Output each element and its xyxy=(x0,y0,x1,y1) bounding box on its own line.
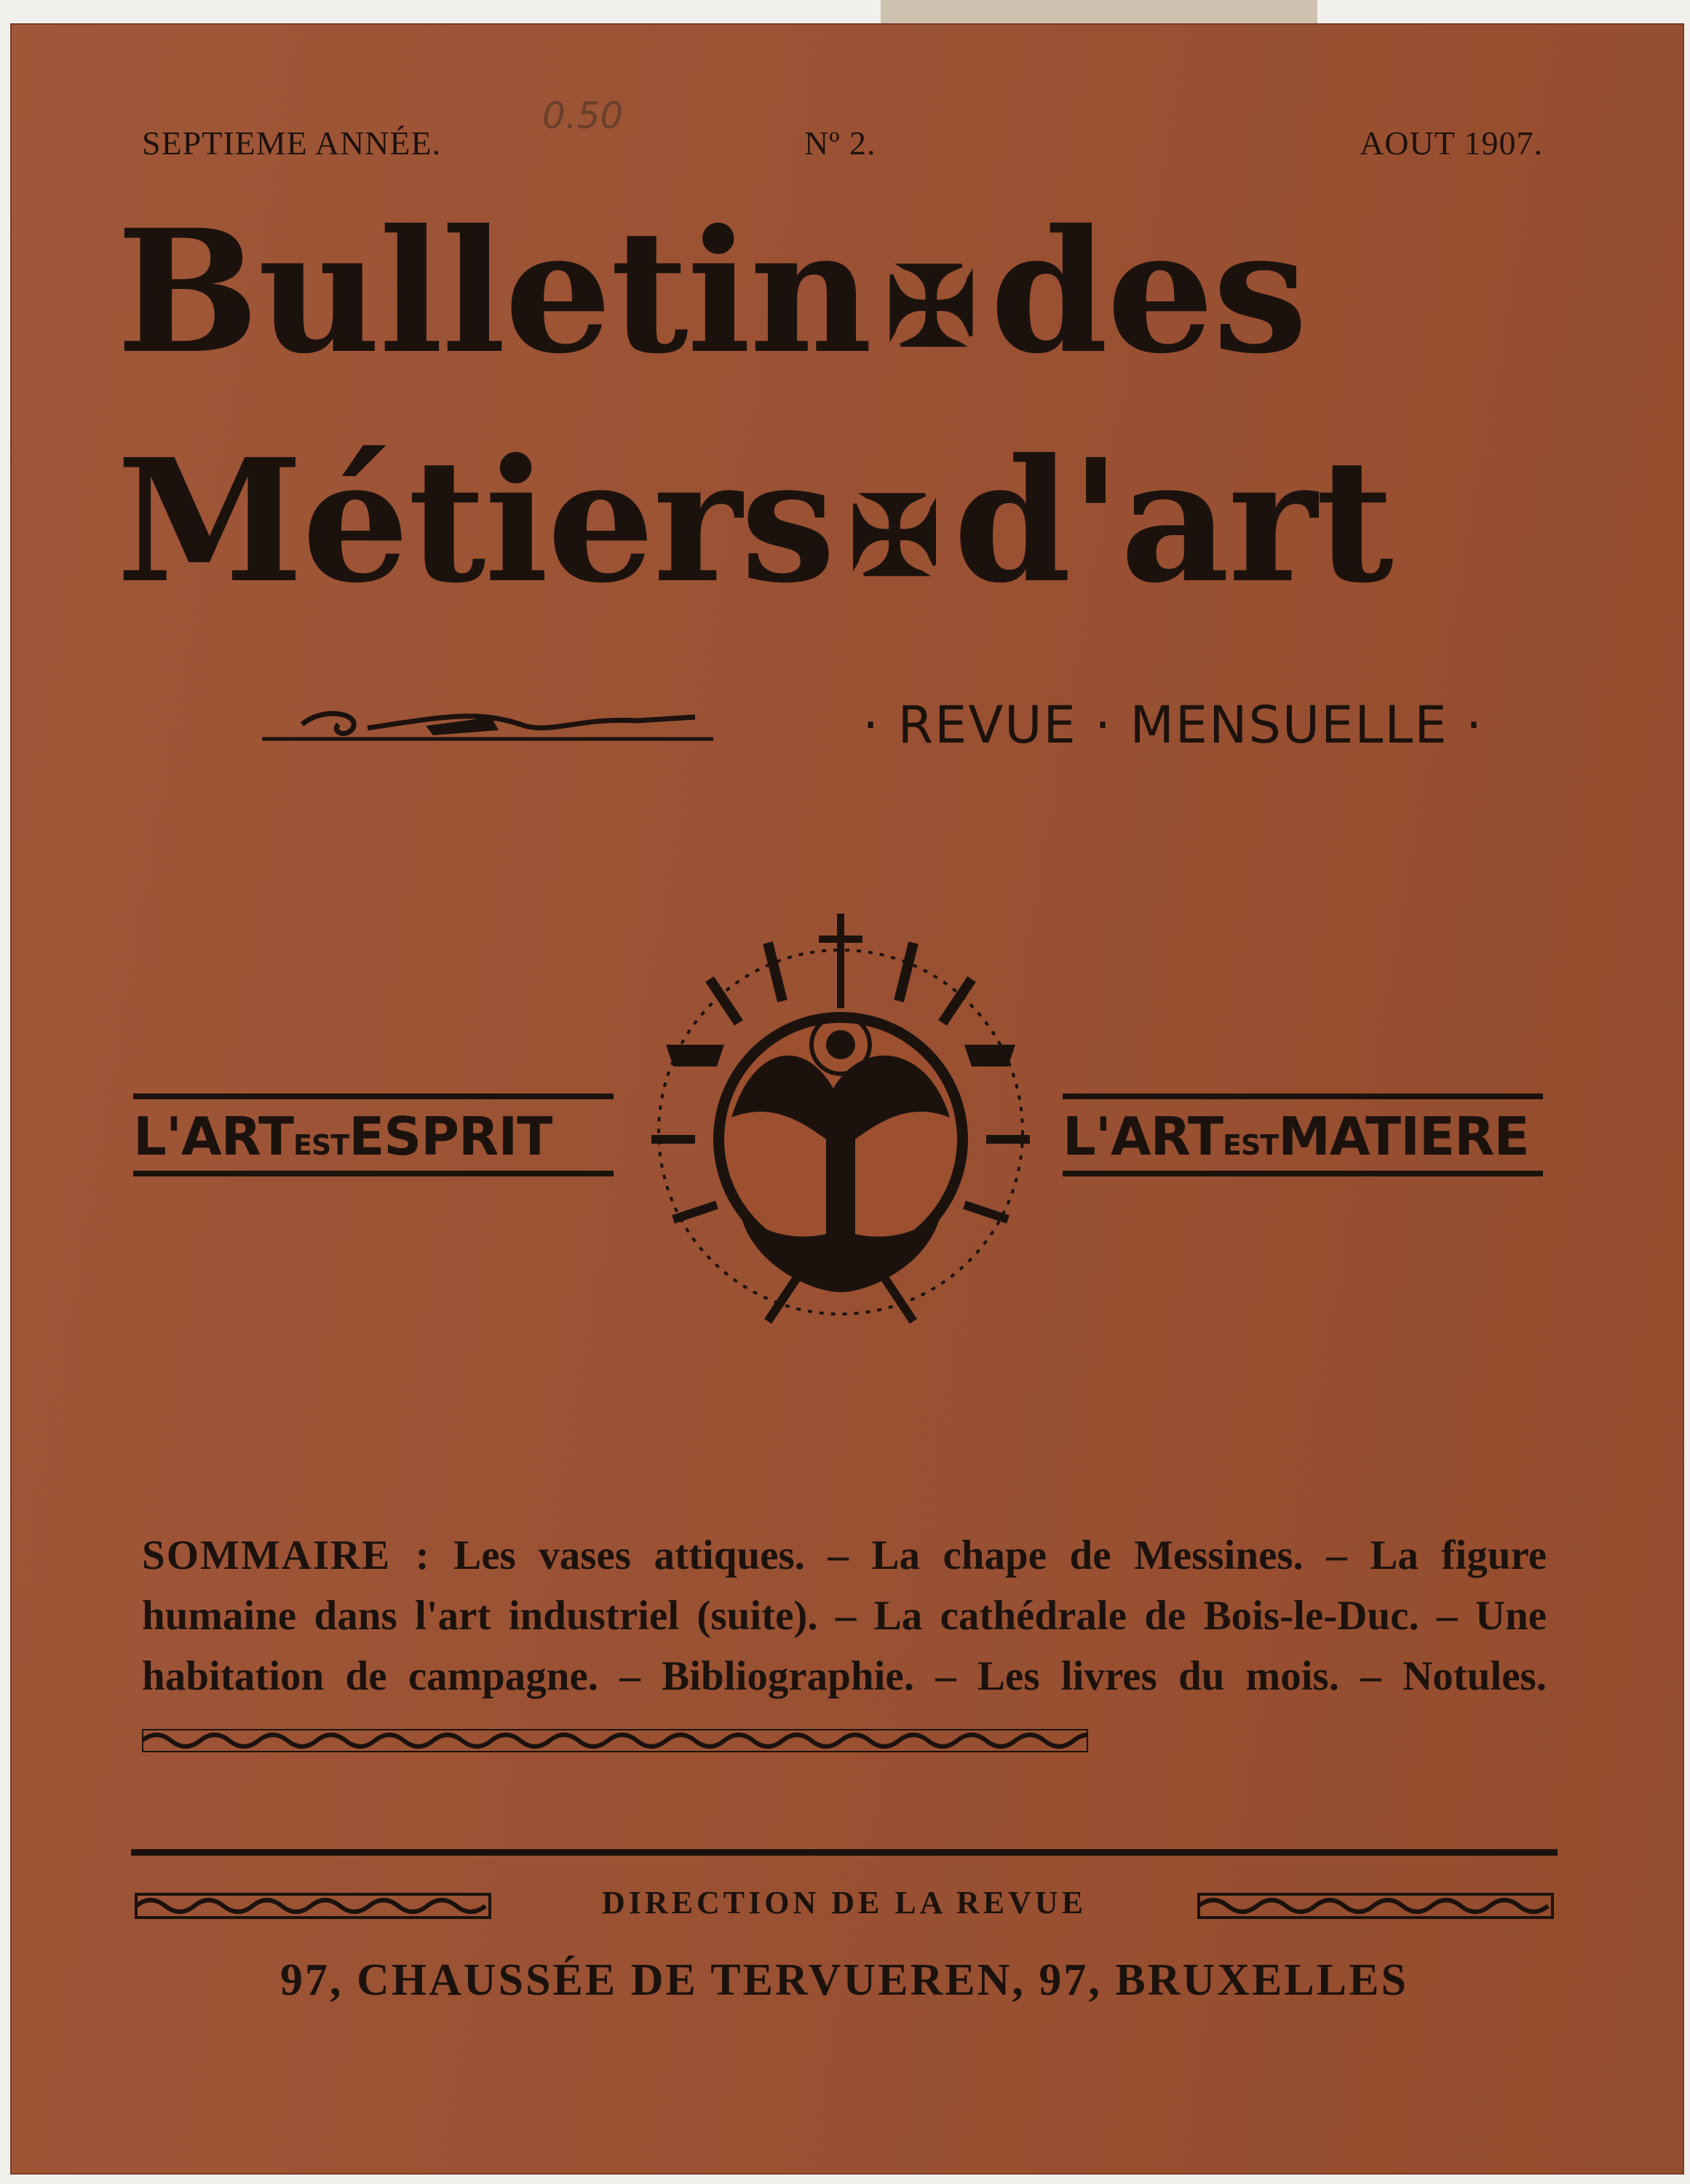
motto-rule-left-top xyxy=(133,1093,614,1099)
sommaire-text: Les vases attiques. – La chape de Messines. – La figure humaine dans l'art industriel (suite). – La cathédrale de Bois-le-Duc. – Une habitation de campagne. – Bibliographie. – Les livres du mois. – Notules. xyxy=(142,1532,1547,1699)
pencil-price-note: 0.50 xyxy=(542,95,624,137)
motto-rule-right-bottom xyxy=(1063,1171,1543,1176)
wave-ornament xyxy=(142,1729,1088,1752)
motto-left-word-1: L'ART xyxy=(133,1106,293,1167)
motto-left-est: EST xyxy=(293,1129,349,1161)
publisher-address: 97, CHAUSSÉE DE TERVUEREN, 97, BRUXELLES xyxy=(280,1955,1408,2005)
motto-left xyxy=(133,1106,552,1167)
horizontal-rule xyxy=(131,1849,1558,1856)
knot-ornament-icon: ✠ xyxy=(849,472,939,601)
motto-left-word-2: ESPRIT xyxy=(349,1106,552,1167)
motto-right-word-1: L'ART xyxy=(1063,1106,1223,1167)
direction-row xyxy=(135,1884,1554,1928)
motto-right xyxy=(1063,1106,1529,1167)
motto-right-word-2: MATIERE xyxy=(1278,1106,1529,1167)
title-word-metiers: Métiers xyxy=(116,422,835,620)
subtitle: · REVUE · MENSUELLE · xyxy=(862,695,1484,755)
direction-label: DIRECTION DE LA REVUE xyxy=(601,1885,1087,1920)
title-line-1 xyxy=(116,192,1565,391)
dragon-scroll-ornament xyxy=(258,695,717,746)
motto-rule-right-top xyxy=(1063,1093,1543,1099)
title-word-dart: d'art xyxy=(953,422,1392,620)
issue-date: AOUT 1907. xyxy=(1360,124,1543,162)
wave-ornament-left xyxy=(135,1893,491,1919)
issue-number: Nº 2. xyxy=(804,124,876,162)
motto-right-est: EST xyxy=(1222,1129,1279,1161)
title-word-bulletin: Bulletin xyxy=(116,192,871,391)
saint-michael-emblem xyxy=(622,899,1059,1365)
wave-ornament-right xyxy=(1197,1893,1554,1919)
title-line-2 xyxy=(116,422,1565,620)
sommaire-label: SOMMAIRE : xyxy=(142,1532,431,1578)
motto-rule-left-bottom xyxy=(133,1171,614,1176)
knot-ornament-icon: ✠ xyxy=(885,242,976,371)
year-label: SEPTIEME ANNÉE. xyxy=(142,124,442,162)
table-of-contents xyxy=(142,1525,1547,1767)
title-word-des: des xyxy=(990,192,1306,391)
